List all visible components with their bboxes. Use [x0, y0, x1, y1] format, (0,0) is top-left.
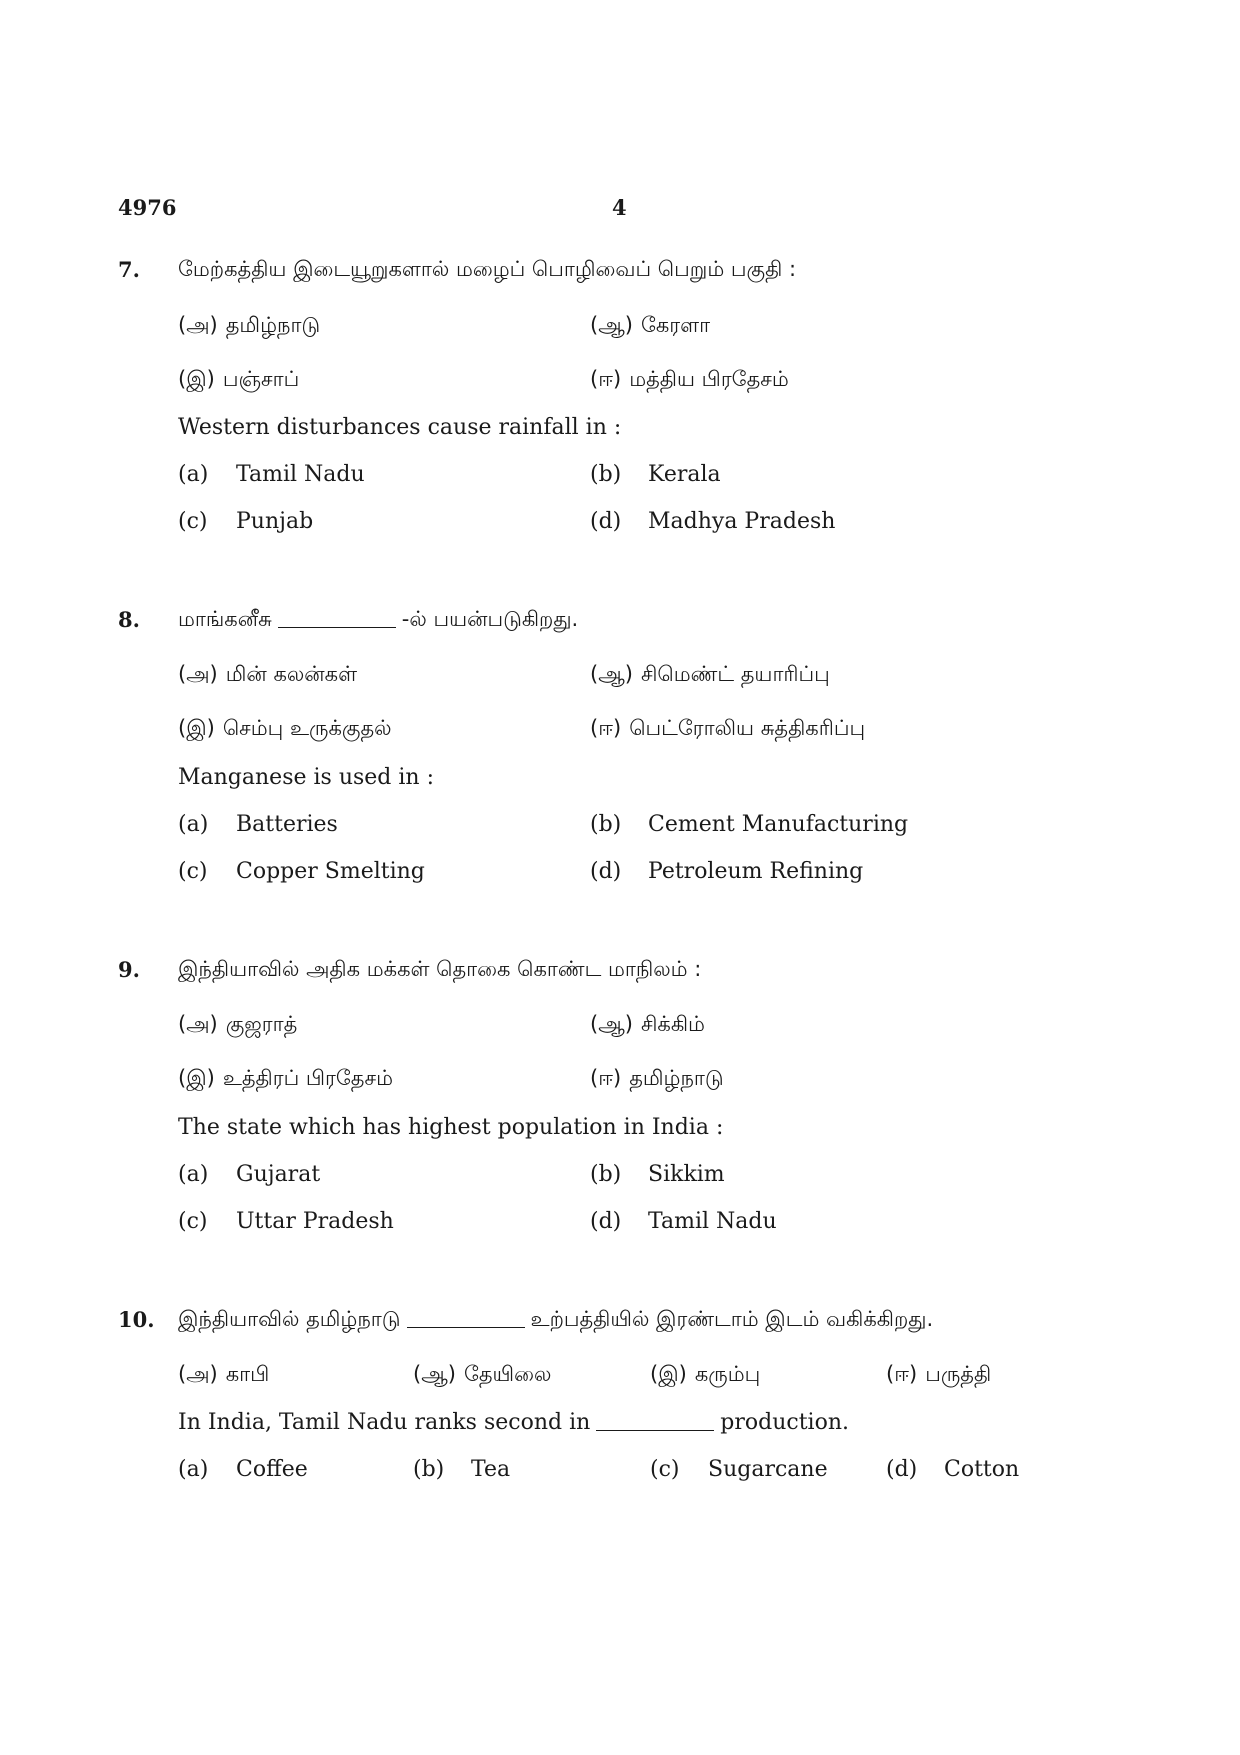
answer-blank: [407, 1326, 525, 1328]
english-stem: In India, Tamil Nadu ranks second in production.: [178, 1410, 849, 1435]
english-option-b: (b) Tea: [413, 1457, 511, 1482]
english-option-d: (d) Madhya Pradesh: [590, 509, 836, 534]
tamil-option-d: (ஈ) மத்திய பிரதேசம்: [590, 367, 789, 391]
english-stem: Manganese is used in :: [178, 765, 434, 790]
tamil-option-d: (ஈ) தமிழ்நாடு: [590, 1066, 724, 1090]
tamil-option-b: (ஆ) சிமெண்ட் தயாரிப்பு: [590, 662, 830, 686]
tamil-option-a: (அ) மின் கலன்கள்: [178, 662, 358, 686]
english-option-d: (d) Cotton: [886, 1457, 1020, 1482]
page-number: 4: [612, 195, 627, 220]
tamil-option-d: (ஈ) பெட்ரோலிய சுத்திகரிப்பு: [590, 716, 866, 740]
question-number: 8.: [118, 607, 140, 632]
english-option-b: (b) Kerala: [590, 462, 721, 487]
english-option-c: (c) Sugarcane: [650, 1457, 828, 1482]
tamil-option-a: (அ) காபி: [178, 1362, 270, 1386]
tamil-option-c: (இ) கரும்பு: [650, 1362, 761, 1386]
english-option-d: (d) Tamil Nadu: [590, 1209, 777, 1234]
english-option-d: (d) Petroleum Refining: [590, 859, 864, 884]
tamil-stem: இந்தியாவில் அதிக மக்கள் தொகை கொண்ட மாநிலம் :: [178, 957, 702, 981]
tamil-option-b: (ஆ) சிக்கிம்: [590, 1012, 705, 1036]
english-option-a: (a) Batteries: [178, 812, 338, 837]
english-option-c: (c) Copper Smelting: [178, 859, 425, 884]
english-option-a: (a) Gujarat: [178, 1162, 321, 1187]
english-option-a: (a) Tamil Nadu: [178, 462, 365, 487]
english-option-b: (b) Cement Manufacturing: [590, 812, 909, 837]
question-number: 10.: [118, 1307, 155, 1332]
english-option-b: (b) Sikkim: [590, 1162, 725, 1187]
tamil-option-a: (அ) குஜராத்: [178, 1012, 298, 1036]
tamil-stem: மாங்கனீசு -ல் பயன்படுகிறது.: [178, 607, 579, 631]
tamil-option-a: (அ) தமிழ்நாடு: [178, 313, 321, 337]
question-number: 7.: [118, 257, 140, 282]
tamil-option-b: (ஆ) தேயிலை: [413, 1362, 552, 1386]
tamil-stem: மேற்கத்திய இடையூறுகளால் மழைப் பொழிவைப் பெறும் பகுதி :: [178, 257, 797, 281]
english-option-c: (c) Uttar Pradesh: [178, 1209, 394, 1234]
tamil-option-c: (இ) செம்பு உருக்குதல்: [178, 716, 392, 740]
english-option-c: (c) Punjab: [178, 509, 314, 534]
answer-blank: [278, 626, 396, 628]
tamil-option-c: (இ) உத்திரப் பிரதேசம்: [178, 1066, 394, 1090]
tamil-option-d: (ஈ) பருத்தி: [886, 1362, 992, 1386]
english-stem: Western disturbances cause rainfall in :: [178, 415, 622, 440]
tamil-option-c: (இ) பஞ்சாப்: [178, 367, 300, 391]
tamil-stem: இந்தியாவில் தமிழ்நாடு உற்பத்தியில் இரண்டாம் இடம் வகிக்கிறது.: [178, 1307, 934, 1331]
question-number: 9.: [118, 957, 140, 982]
tamil-option-b: (ஆ) கேரளா: [590, 313, 711, 337]
english-stem: The state which has highest population in India :: [178, 1115, 724, 1140]
english-option-a: (a) Coffee: [178, 1457, 308, 1482]
answer-blank: [596, 1429, 714, 1431]
paper-code: 4976: [118, 195, 177, 220]
